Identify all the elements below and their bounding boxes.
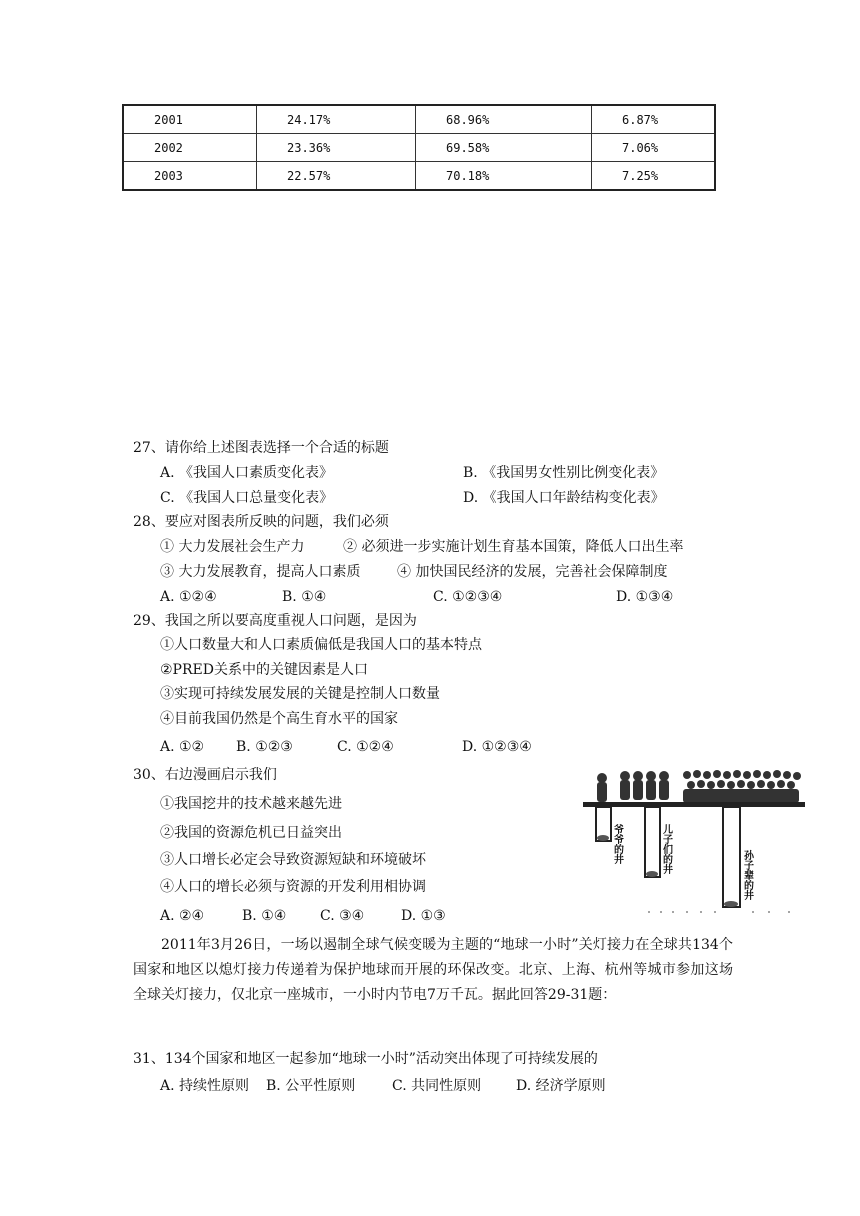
q28-statement-4: ④ 加快国民经济的发展，完善社会保障制度 [397,564,668,580]
q30-stem: 30、右边漫画启示我们 [133,767,277,783]
q29-option-a: A. ①② [160,739,205,755]
table-cell: 2002 [123,134,257,162]
q31-option-a: A. 持续性原则 [160,1078,250,1094]
q29-option-b: B. ①②③ [236,739,293,755]
q31-stem: 31、134个国家和地区一起参加“地球一小时”活动突出体现了可持续发展的 [133,1051,598,1067]
q30-statement-2: ②我国的资源危机已日益突出 [160,825,342,841]
q30-statement-4: ④人口的增长必须与资源的开发利用相协调 [160,879,426,895]
q28-option-a: A. ①②④ [160,589,217,605]
well-deep [723,807,740,907]
q31-option-d: D. 经济学原则 [516,1078,606,1094]
q29-option-d: D. ①②③④ [462,739,532,755]
q28-stem: 28、要应对图表所反映的问题，我们必须 [133,514,389,530]
q28-statement-2: ② 必须进一步实施计划生育基本国策，降低人口出生率 [343,539,684,555]
population-structure-table [122,104,716,191]
q27-option-b: B. 《我国男女性别比例变化表》 [463,465,665,481]
q27-option-d: D. 《我国人口年龄结构变化表》 [463,490,665,506]
table-row [123,162,715,191]
q31-option-b: B. 公平性原则 [266,1078,356,1094]
well-label-grandchildren: 孙子辈的井 [741,850,753,900]
q29-statement-2: ②PRED关系中的关键因素是人口 [160,662,368,678]
well-label-sons: 儿子们的井 [660,824,672,874]
q30-statement-1: ①我国挖井的技术越来越先进 [160,796,342,812]
table-row [123,105,715,134]
scan-dots [648,911,790,913]
wells-cartoon-drawing [583,768,805,916]
table-cell: 22.57% [257,162,416,191]
table-cell: 69.58% [416,134,592,162]
well-medium [645,807,660,877]
q29-statement-3: ③实现可持续发展发展的关键是控制人口数量 [160,686,440,702]
context-passage: 2011年3月26日，一场以遏制全球气候变暖为主题的“地球一小时”关灯接力在全球共134个国家和地区以熄灯接力传递着为保护地球而开展的环保改变。北京、上海、杭州等城市参加这场全球关灯接力，仅北京一座城市，一小时内节电7万千瓦。据此回答29-31题： [133,937,733,1003]
q27-stem: 27、请你给上述图表选择一个合适的标题 [133,440,389,456]
q30-option-c: C. ③④ [320,908,365,924]
ground-line [583,802,805,807]
table-cell: 7.06% [592,134,716,162]
q29-option-c: C. ①②④ [337,739,394,755]
q27-option-a: A. 《我国人口素质变化表》 [160,465,334,481]
crowd-figures [597,770,801,803]
q29-statement-1: ①人口数量大和人口素质偏低是我国人口的基本特点 [160,637,482,653]
q30-statement-3: ③人口增长必定会导致资源短缺和环境破坏 [160,852,426,868]
table-cell: 23.36% [257,134,416,162]
q28-statement-1: ① 大力发展社会生产力 [160,539,305,555]
q28-option-d: D. ①③④ [616,589,674,605]
table-cell: 7.25% [592,162,716,191]
q29-stem: 29、我国之所以要高度重视人口问题，是因为 [133,613,417,629]
q30-option-b: B. ①④ [242,908,287,924]
q30-option-d: D. ①③ [401,908,446,924]
q28-option-c: C. ①②③④ [433,589,503,605]
table-row [123,134,715,162]
q27-option-c: C. 《我国人口总量变化表》 [160,490,334,506]
table-cell: 6.87% [592,105,716,134]
table-cell: 68.96% [416,105,592,134]
q28-option-b: B. ①④ [282,589,327,605]
q30-option-a: A. ②④ [160,908,205,924]
table-cell: 70.18% [416,162,592,191]
wells-cartoon [583,768,805,916]
q28-statement-3: ③ 大力发展教育，提高人口素质 [160,564,361,580]
table-cell: 2003 [123,162,257,191]
table-cell: 24.17% [257,105,416,134]
q29-statement-4: ④目前我国仍然是个高生育水平的国家 [160,711,398,727]
table-cell: 2001 [123,105,257,134]
well-label-grandpa: 爷爷的井 [611,824,623,864]
q31-option-c: C. 共同性原则 [392,1078,482,1094]
